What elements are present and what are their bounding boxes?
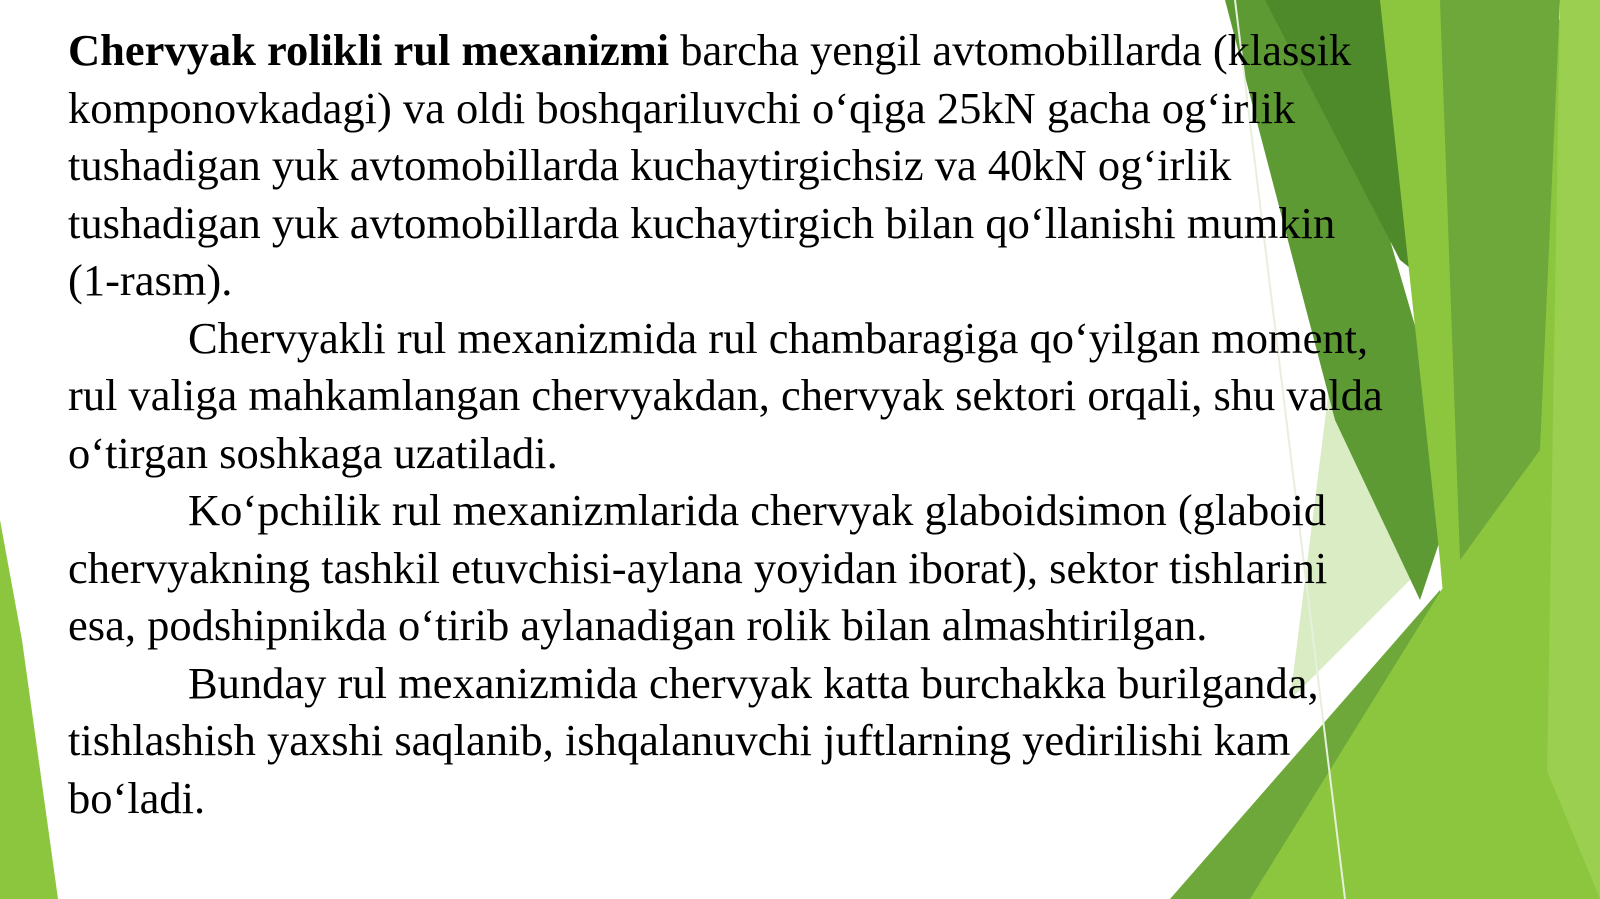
paragraph-2: Chervyakli rul mexanizmida rul chambaragiga qo‘yilgan moment, rul valiga mahkamlangan chervyakdan, chervyak sektori orqali, shu valda o‘tirgan soshkaga uzatiladi. <box>68 312 1383 478</box>
paragraph-1-bold-lead: Chervyak rolikli rul mexanizmi <box>68 25 670 75</box>
body-text <box>68 22 1398 827</box>
paragraph-1 <box>68 22 1398 310</box>
left-green-wedge <box>0 520 58 899</box>
paragraph-3: Ko‘pchilik rul mexanizmlarida chervyak glaboidsimon (glaboid chervyakning tashkil etuvchisi-aylana yoyidan iborat), sektor tishlarini esa, podshipnikda o‘tirib aylanadigan rolik bilan almashtirilgan. <box>68 485 1328 650</box>
paragraph-1-text: barcha yengil avtomobillarda (klassik komponovkadagi) va oldi boshqariluvchi o‘qiga 25kN gacha og‘irlik tushadigan yuk avtomobillarda kuchaytirgichsiz va 40kN og‘irlik tushadigan yuk avtomobillarda kuchaytirgich bilan qo‘llanishi mumkin (1-rasm). <box>68 25 1352 305</box>
paragraph-4: Bunday rul mexanizmida chervyak katta burchakka burilganda, tishlashish yaxshi saqlanib, ishqalanuvchi juftlarning yedirilishi kam bo‘ladi. <box>68 657 1319 823</box>
